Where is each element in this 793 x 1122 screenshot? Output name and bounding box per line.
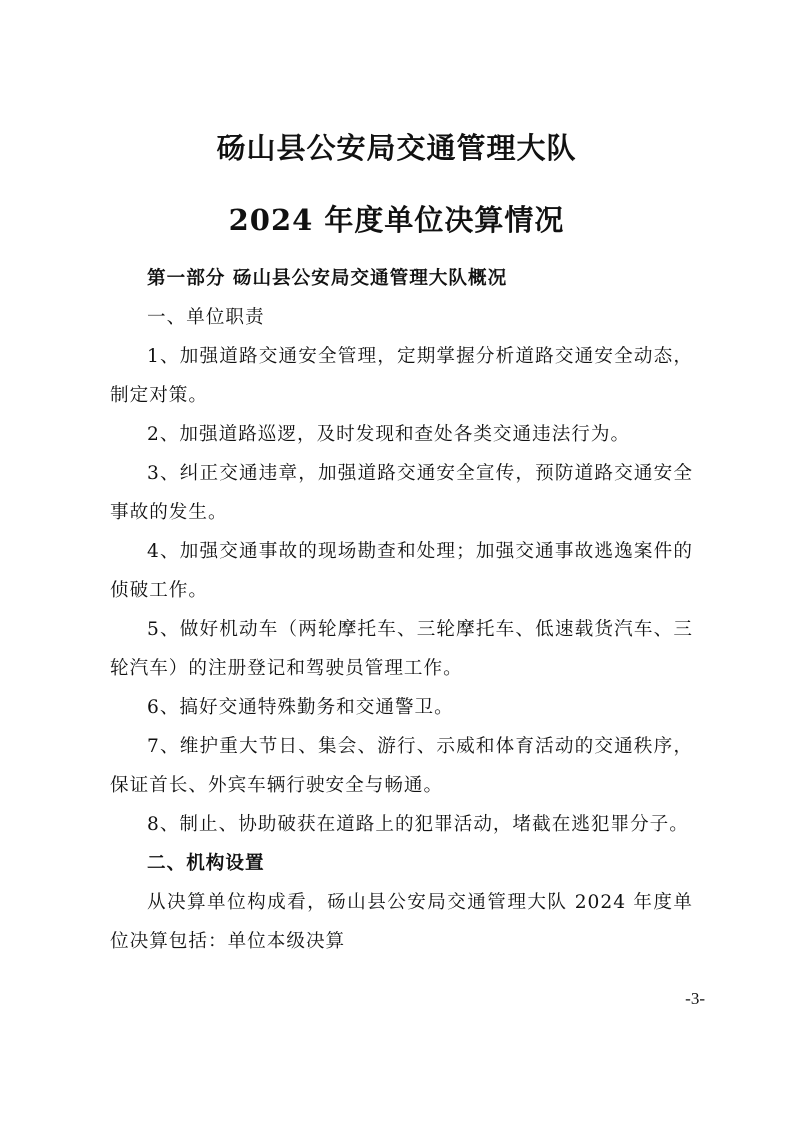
part-heading: 第一部分 砀山县公安局交通管理大队概况: [147, 268, 508, 289]
duty-item-1: 1、加强道路交通安全管理，定期掌握分析道路交通安全动态，制定对策。: [110, 346, 693, 406]
duty-item-5: 5、做好机动车（两轮摩托车、三轮摩托车、低速载货汽车、三轮汽车）的注册登记和驾驶员管理工作。: [110, 619, 693, 679]
duty-item-3: 3、纠正交通违章，加强道路交通安全宣传，预防道路交通安全事故的发生。: [110, 463, 693, 523]
duty-item-6: 6、搞好交通特殊勤务和交通警卫。: [147, 697, 454, 718]
section2-body: 从决算单位构成看，砀山县公安局交通管理大队 2024 年度单位决算包括：单位本级决算: [110, 892, 693, 952]
duty-item-4: 4、加强交通事故的现场勘查和处理；加强交通事故逃逸案件的侦破工作。: [110, 541, 693, 601]
section1-heading: 一、单位职责: [147, 307, 265, 328]
document-title-line1: 砀山县公安局交通管理大队: [216, 131, 577, 165]
document-title-line2: 2024 年度单位决算情况: [228, 203, 565, 237]
duty-item-2: 2、加强道路巡逻，及时发现和查处各类交通违法行为。: [147, 424, 631, 445]
page-number: -3-: [685, 989, 705, 1008]
duty-item-7: 7、维护重大节日、集会、游行、示威和体育活动的交通秩序，保证首长、外宾车辆行驶安全与畅通。: [110, 736, 693, 796]
duty-item-8: 8、制止、协助破获在道路上的犯罪活动，堵截在逃犯罪分子。: [147, 814, 689, 835]
document-body: [110, 259, 693, 961]
section2-heading: 二、机构设置: [147, 853, 265, 874]
